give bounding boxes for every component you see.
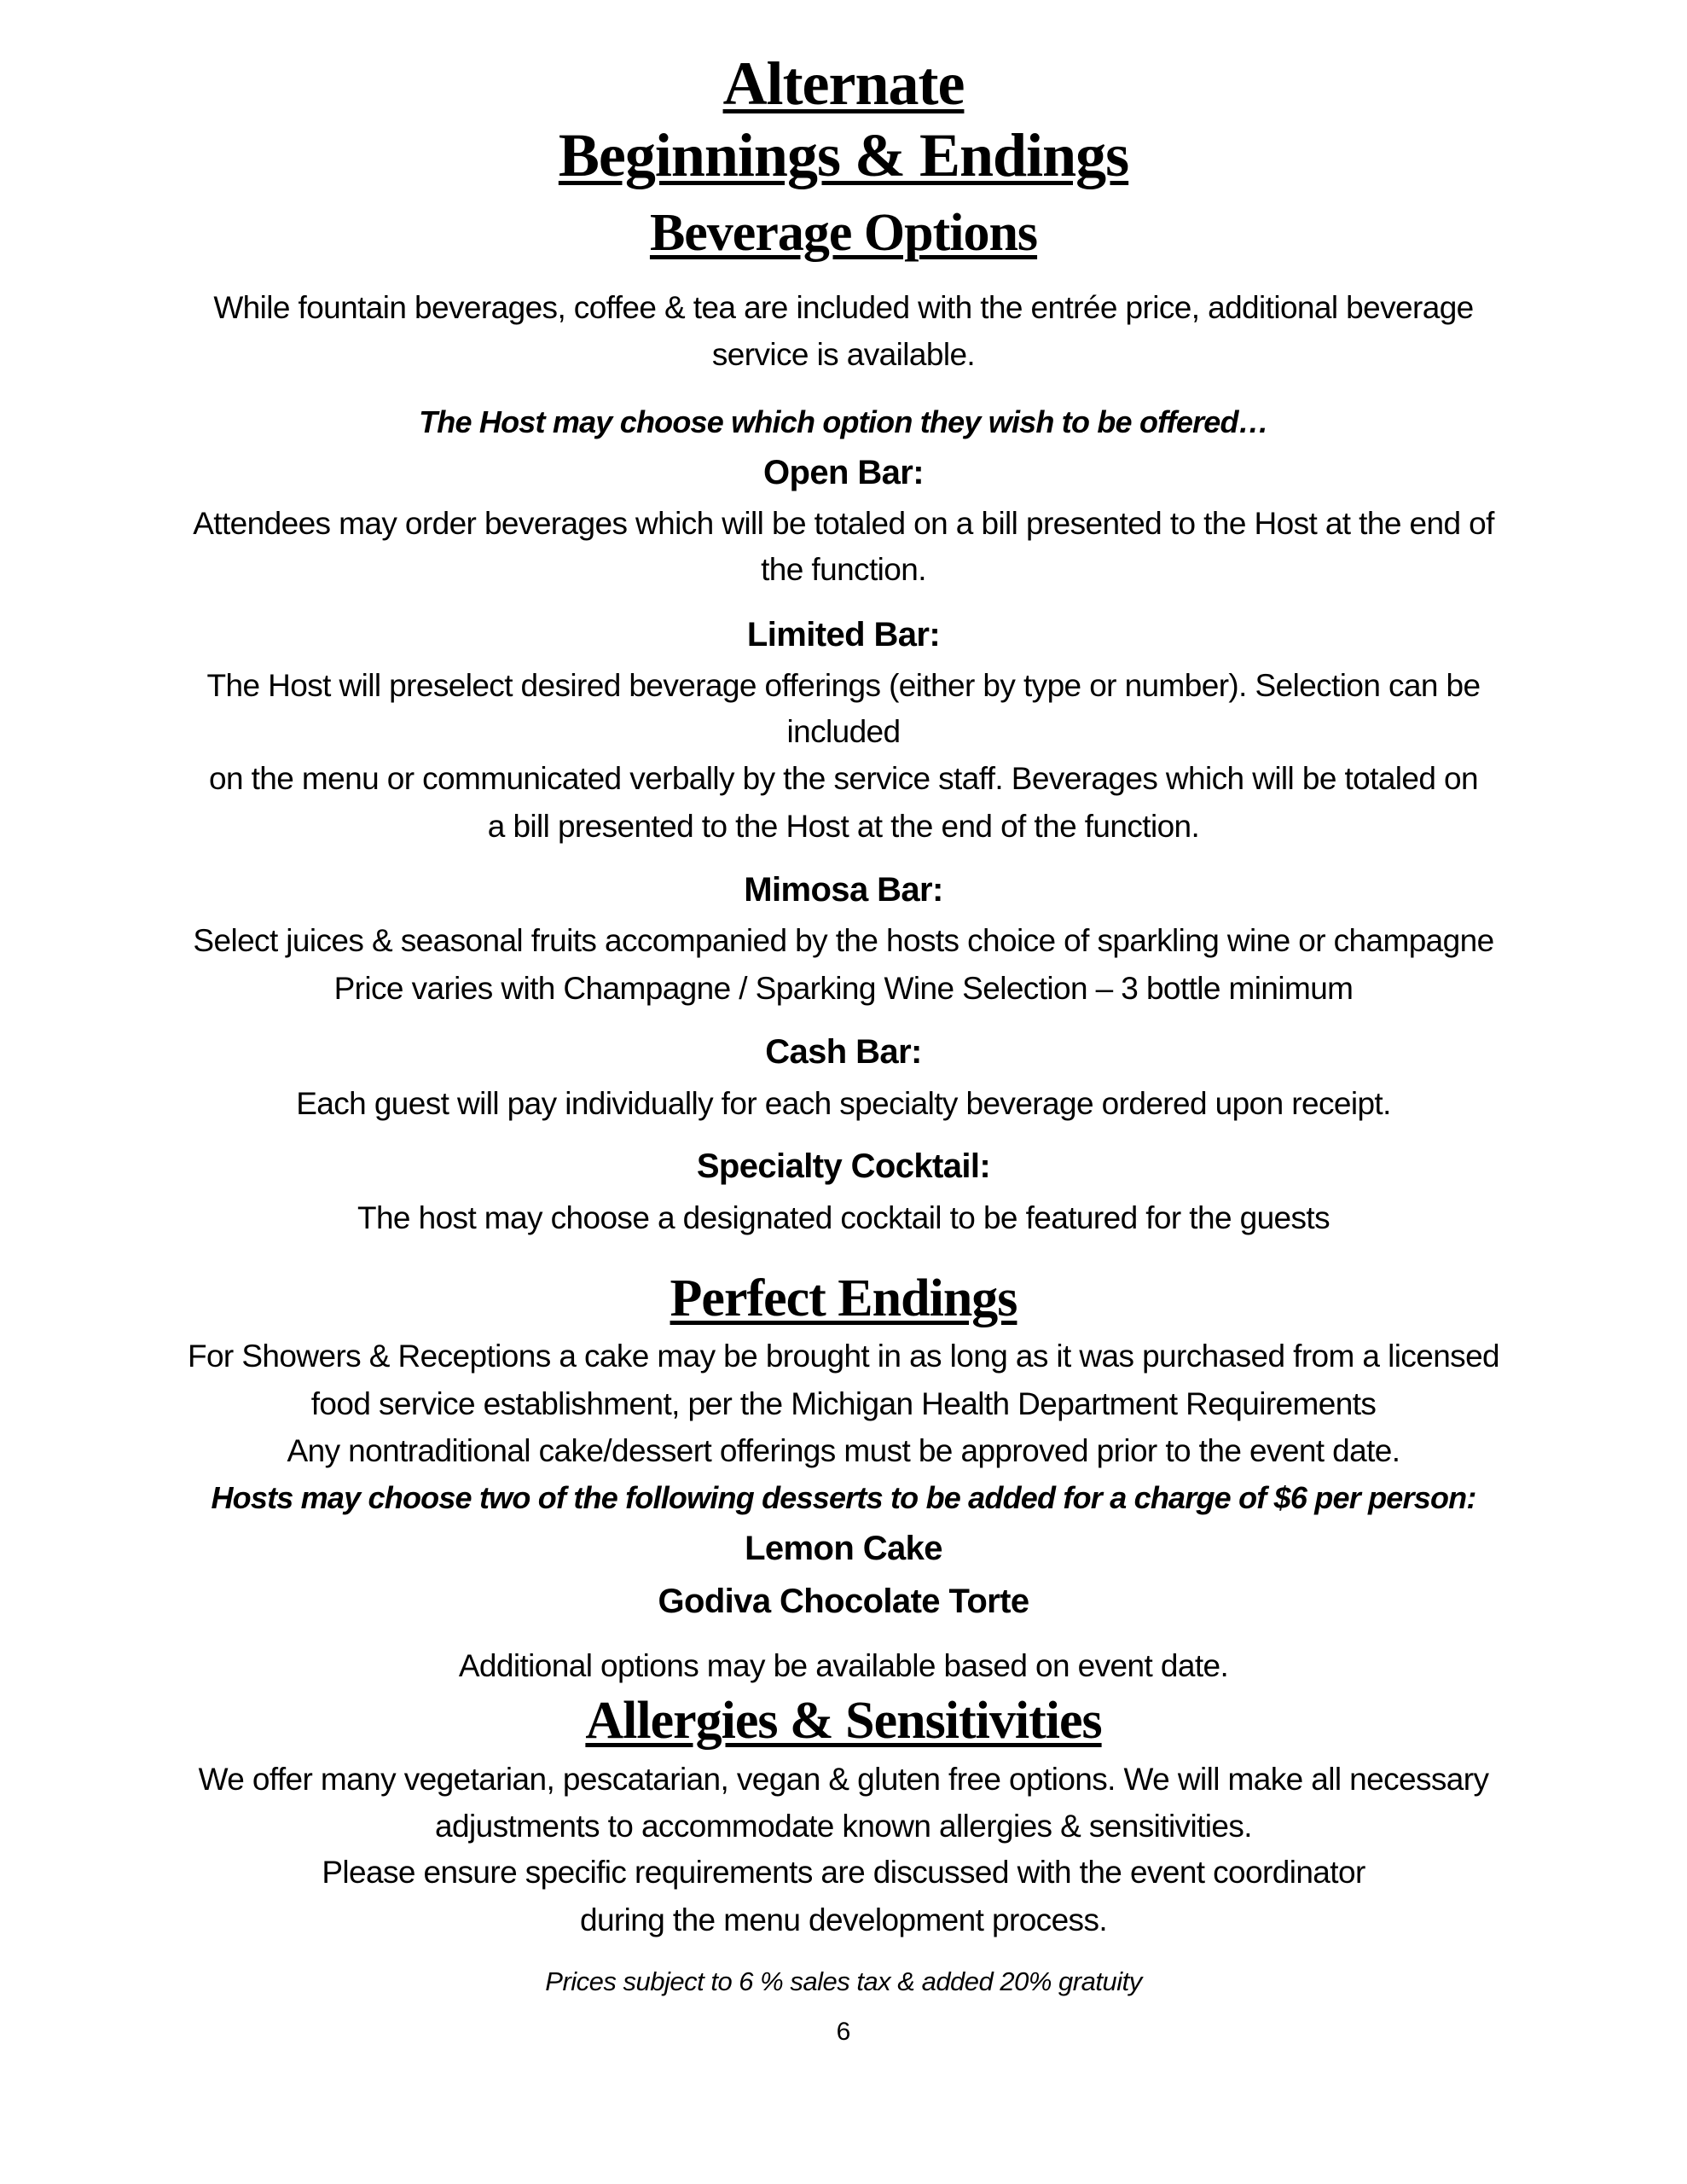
option-cash-bar-title: Cash Bar: xyxy=(765,1033,922,1071)
intro-line: While fountain beverages, coffee & tea are included with the entrée price, additional beverage xyxy=(213,290,1474,325)
intro-line: service is available. xyxy=(711,337,976,372)
option-open-bar-title: Open Bar: xyxy=(763,454,924,491)
endings-heading: Perfect Endings xyxy=(670,1269,1017,1327)
prices-note: Prices subject to 6 % sales tax & added 20% gratuity xyxy=(545,1966,1142,1996)
option-limited-bar-title: Limited Bar: xyxy=(746,616,941,653)
option-line: Price varies with Champagne / Sparking Wine Selection – 3 bottle minimum xyxy=(333,971,1354,1006)
allergies-line: adjustments to accommodate known allergies & sensitivities. xyxy=(435,1809,1252,1844)
additional-options-note: Additional options may be available based on event date. xyxy=(458,1648,1229,1683)
option-line: the function. xyxy=(761,552,926,587)
option-mimosa-bar-title: Mimosa Bar: xyxy=(744,871,943,909)
allergies-line: during the menu development process. xyxy=(579,1902,1108,1937)
option-line: Each guest will pay individually for each specialty beverage ordered upon receipt. xyxy=(296,1086,1391,1121)
option-line: on the menu or communicated verbally by the service staff. Beverages which will be totaled on xyxy=(208,761,1479,796)
title-line-1: Alternate xyxy=(722,49,965,118)
option-line: Select juices & seasonal fruits accompanied by the hosts choice of sparkling wine or champagne xyxy=(193,923,1494,958)
allergies-line: We offer many vegetarian, pescatarian, vegan & gluten free options. We will make all necessary xyxy=(198,1762,1489,1797)
allergies-heading: Allergies & Sensitivities xyxy=(585,1692,1102,1750)
page-number: 6 xyxy=(836,2018,851,2046)
host-note: The Host may choose which option they wish to be offered… xyxy=(419,404,1268,439)
endings-line: Any nontraditional cake/dessert offerings must be approved prior to the event date. xyxy=(287,1433,1400,1468)
dessert-item: Godiva Chocolate Torte xyxy=(658,1583,1029,1620)
allergies-line: Please ensure specific requirements are discussed with the event coordinator xyxy=(322,1855,1365,1890)
option-line: included xyxy=(786,714,901,749)
dessert-choice-note: Hosts may choose two of the following desserts to be added for a charge of $6 per person: xyxy=(211,1480,1476,1515)
option-specialty-cocktail-title: Specialty Cocktail: xyxy=(696,1147,991,1185)
endings-line: For Showers & Receptions a cake may be brought in as long as it was purchased from a licensed xyxy=(187,1339,1500,1374)
endings-line: food service establishment, per the Michigan Health Department Requirements xyxy=(310,1386,1377,1421)
option-line: Attendees may order beverages which will be totaled on a bill presented to the Host at the end of xyxy=(193,506,1494,541)
title-line-2: Beginnings & Endings xyxy=(558,121,1129,189)
option-line: The host may choose a designated cocktail to be featured for the guests xyxy=(357,1200,1330,1235)
option-line: The Host will preselect desired beverage offerings (either by type or number). Selection can be xyxy=(206,668,1481,703)
dessert-item: Lemon Cake xyxy=(745,1530,942,1567)
beverage-heading: Beverage Options xyxy=(649,204,1038,262)
option-line: a bill presented to the Host at the end of the function. xyxy=(487,809,1200,844)
